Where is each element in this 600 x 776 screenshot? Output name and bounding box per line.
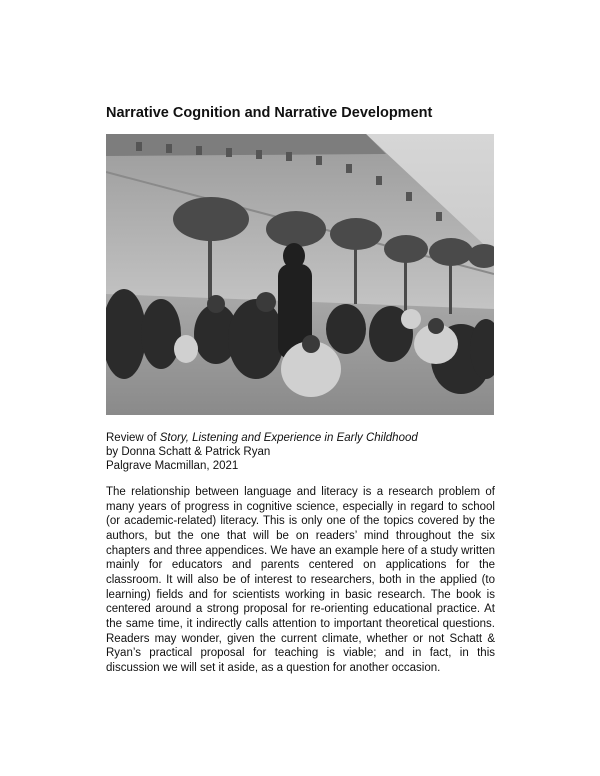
publisher-line: Palgrave Macmillan, 2021 bbox=[106, 460, 239, 472]
page-title: Narrative Cognition and Narrative Development bbox=[106, 105, 433, 121]
authors-line: by Donna Schatt & Patrick Ryan bbox=[106, 446, 271, 458]
book-title: Story, Listening and Experience in Early Childhood bbox=[159, 432, 418, 444]
review-line bbox=[106, 431, 418, 445]
review-prefix: Review of bbox=[106, 432, 157, 444]
historical-photo-icon bbox=[106, 134, 494, 415]
body-paragraph: The relationship between language and literacy is a research problem of many years of progress in cognitive science, especially in regard to school (or academic-related) literacy. This is only one of the topics covered by the authors, but the one that will be on readers’ mind throughout the six chapters and three appendices. We have an example here of a study written mainly for educators and parents centered on applications for the classroom. It will also be of interest to researchers, both in the applied (to learning) fields and for scientists working in basic research. The book is centered around a strong proposal for re-orienting educational practice. At the same time, it indirectly calls attention to important theoretical questions. Readers may wonder, given the current climate, whether or not Schatt & Ryan’s practical proposal for teaching is viable; and in fact, in this discussion we will set it aside, as a question for another occasion. bbox=[106, 486, 495, 674]
review-citation bbox=[106, 431, 418, 473]
